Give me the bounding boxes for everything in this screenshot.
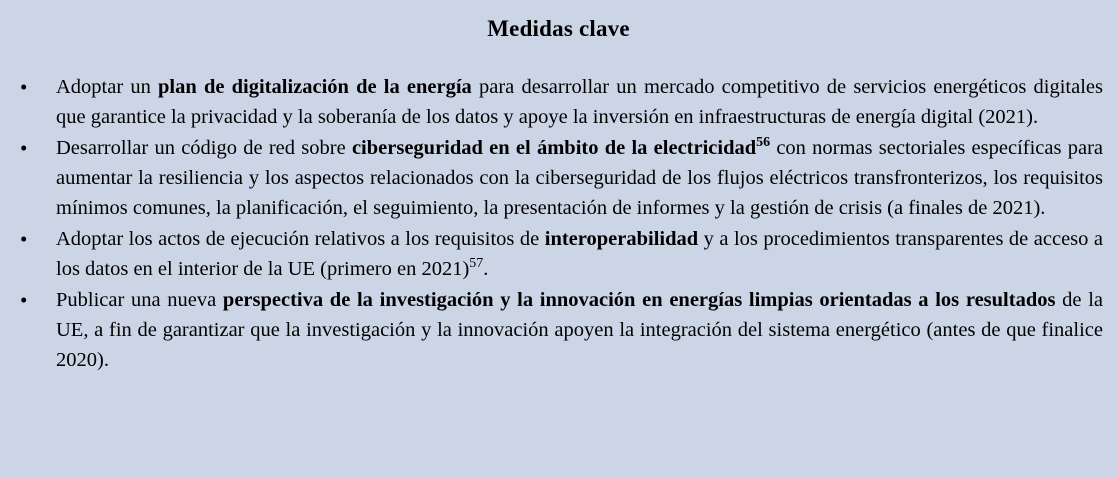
list-item (0, 72, 1117, 132)
page-title: Medidas clave (487, 16, 630, 41)
bullet-icon: • (20, 136, 28, 160)
list-item-text: Adoptar los actos de ejecución relativos a los requisitos de interoperabilidad y a los procedimientos transparentes de acceso a los datos en el interior de la UE (primero en 2021)$^{57}$. (56, 228, 1103, 280)
list-item (0, 224, 1117, 284)
bullet-icon: • (20, 288, 28, 312)
bullet-icon: • (20, 227, 28, 251)
bullet-icon: • (20, 75, 28, 99)
list-item-text: Adoptar un plan de digitalización de la energía para desarrollar un mercado competitivo de servicios energéticos digitales que garantice la privacidad y la soberanía de los datos y apoye la inversión en infraestructuras de energía digital (2021). (56, 76, 1103, 128)
list-item-text: Desarrollar un código de red sobre ciberseguridad en el ámbito de la electricidad$^{56}$ con normas sectoriales específicas para aumentar la resiliencia y los aspectos relacionados con la ciberseguridad de los flujos eléctricos transfronterizos, los requisitos mínimos comunes, la planificación, el seguimiento, la presentación de informes y la gestión de crisis (a finales de 2021). (56, 135, 1103, 219)
list-item-text: Publicar una nueva perspectiva de la investigación y la innovación en energías limpias orientadas a los resultados de la UE, a fin de garantizar que la investigación y la innovación apoyen la integración del sistema energético (antes de que finalice 2020). (56, 289, 1103, 371)
key-measures-list (0, 72, 1117, 375)
list-item (0, 285, 1117, 375)
footnote-reference: 57 (469, 256, 484, 272)
list-item (0, 133, 1117, 223)
footnote-reference: 56 (756, 135, 771, 151)
